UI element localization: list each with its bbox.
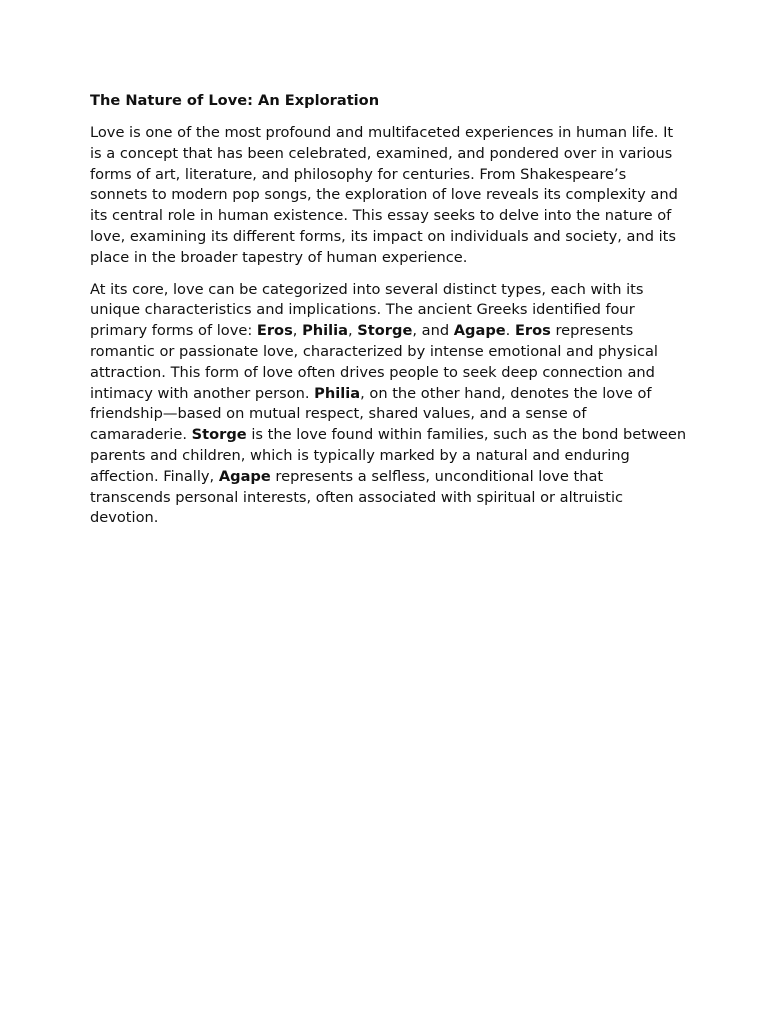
term-agape: Agape [453, 322, 506, 340]
paragraph-intro: Love is one of the most profound and multifaceted experiences in human life. It is a concept that has been celebrated, examined, and pondered over in various forms of art, literature, and philosophy for centuries. From Shakespeare’s sonnets to modern pop songs, the exploration of love reveals its complexity and its central role in human existence. This essay seeks to delve into the nature of love, examining its different forms, its impact on individuals and society, and its place in the broader tapestry of human experience. [90, 124, 678, 266]
document-body [90, 90, 688, 540]
paragraph-types-of-love [90, 280, 688, 530]
separator: , and [412, 322, 454, 340]
document-title: The Nature of Love: An Exploration [90, 92, 380, 109]
term-eros: Eros [256, 322, 293, 340]
separator: , [292, 322, 303, 340]
storge-description: is the love found within families, such as the bond between parents and children, which is typically marked by a natural and enduring affection. Finally, [90, 426, 687, 485]
eros-label: Eros [514, 322, 551, 340]
philia-label: Philia [314, 384, 361, 402]
separator: , [348, 322, 358, 340]
agape-label: Agape [218, 467, 271, 485]
term-storge: Storge [357, 322, 413, 340]
term-philia: Philia [302, 322, 349, 340]
paragraph-text: At its core, love can be categorized into several distinct types, each with its unique characteristics and implications. The ancient Greeks identified four primary forms of love: [90, 280, 644, 340]
storge-label: Storge [191, 426, 247, 444]
agape-description: represents a selfless, unconditional love that transcends personal interests, often associated with spiritual or altruistic devotion. [90, 467, 624, 527]
philia-description: , on the other hand, denotes the love of friendship—based on mutual respect, shared values, and a sense of camaraderie. [90, 384, 652, 444]
eros-description: represents romantic or passionate love, characterized by intense emotional and physical attraction. This form of love often drives people to seek deep connection and intimacy with another person. [90, 322, 658, 402]
separator: . [505, 322, 515, 340]
